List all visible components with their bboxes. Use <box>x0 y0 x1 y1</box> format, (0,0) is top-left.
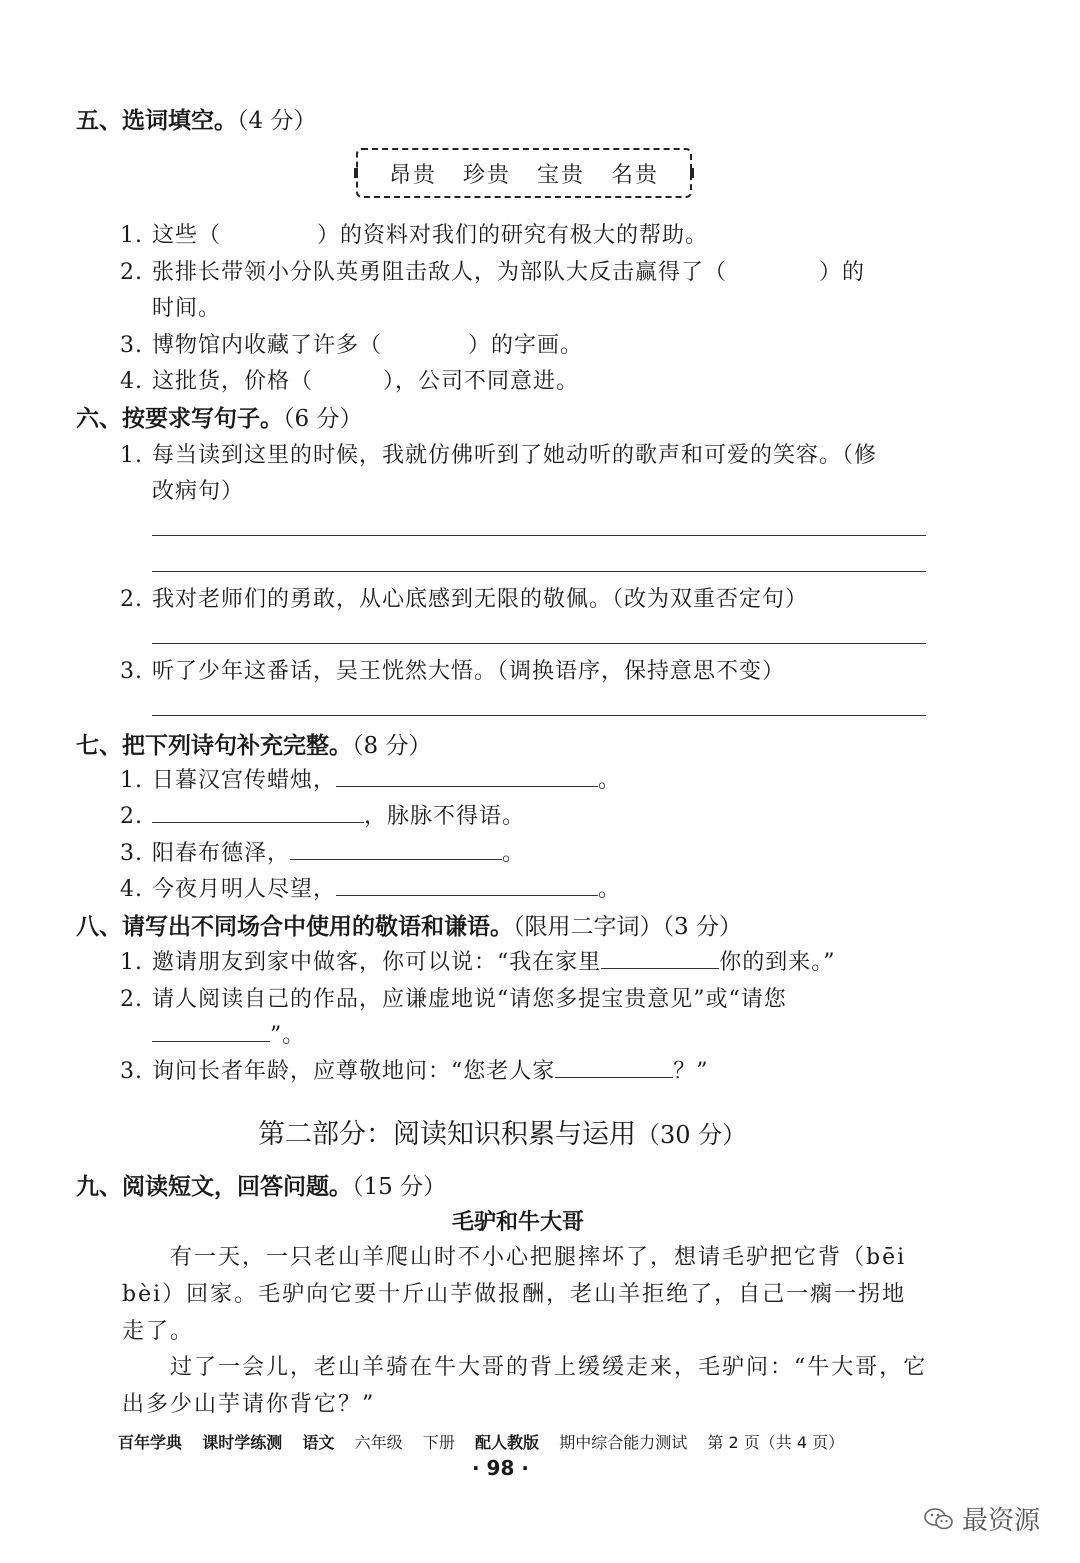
section-8-points: （限用二字词）（3 分） <box>513 914 742 940</box>
section-9-points: （15 分） <box>352 1174 447 1200</box>
word-option: 宝贵 <box>537 162 586 188</box>
answer-line[interactable] <box>152 571 926 572</box>
question-5-2: 2. 张排长带领小分队英勇阻击敌人，为部队大反击赢得了（ ）的 <box>120 260 866 285</box>
page-footer <box>118 1430 844 1453</box>
part-2-title: 第二部分：阅读知识积累与运用 <box>258 1119 636 1150</box>
wechat-icon <box>924 1507 954 1531</box>
fill-blank[interactable] <box>290 839 502 860</box>
story-line: 有一天，一只老山羊爬山时不小心把腿摔坏了，想请毛驴把它背（bēi <box>170 1245 907 1270</box>
section-7-title: 七、把下列诗句补充完整。 <box>76 733 352 759</box>
question-7-3: 3. 阳春布德泽， 。 <box>120 841 526 866</box>
word-option: 名贵 <box>611 162 660 188</box>
section-8-title: 八、请写出不同场合中使用的敬语和谦语。 <box>76 914 513 940</box>
box-right-tick <box>690 168 694 178</box>
question-7-2: 2. ，脉脉不得语。 <box>120 804 526 829</box>
section-9-heading <box>76 1168 446 1201</box>
section-7-points: （8 分） <box>352 733 432 759</box>
question-5-3: 3. 博物馆内收藏了许多（ ）的字画。 <box>120 333 584 358</box>
story-line: bèi）回家。毛驴向它要十斤山芋做报酬，老山羊拒绝了，自己一瘸一拐地 <box>122 1282 907 1307</box>
section-7-heading <box>76 727 431 760</box>
section-6-heading <box>76 400 362 433</box>
question-8-2-cont: ”。 <box>152 1018 305 1049</box>
section-5-points: （4 分） <box>237 108 317 134</box>
footer-series: 课时学练测 <box>202 1433 283 1452</box>
section-5-heading <box>76 102 316 135</box>
footer-page-info: 第 2 页（共 4 页） <box>707 1433 845 1452</box>
fill-blank[interactable] <box>336 766 598 787</box>
box-left-tick <box>354 168 358 178</box>
section-8-heading <box>76 908 742 941</box>
watermark <box>924 1500 1040 1537</box>
question-6-2: 2. 我对老师们的勇敢，从心底感到无限的敬佩。（改为双重否定句） <box>120 587 809 612</box>
fill-blank[interactable] <box>152 1021 270 1042</box>
question-6-1: 1. 每当读到这里的时候，我就仿佛听到了她动听的歌声和可爱的笑容。（修 <box>120 443 878 468</box>
question-5-4: 4. 这批货，价格（ ），公司不同意进。 <box>120 369 580 394</box>
question-8-3: 3. 询问长者年龄，应尊敬地问：“您老人家 ？” <box>120 1059 709 1084</box>
fill-blank[interactable] <box>152 802 364 823</box>
section-6-title: 六、按要求写句子。 <box>76 406 283 432</box>
part-2-heading <box>258 1112 746 1151</box>
story-line: 走了。 <box>122 1319 195 1344</box>
section-5-title: 五、选词填空。 <box>76 108 237 134</box>
question-7-4: 4. 今夜月明人尽望， 。 <box>120 877 622 902</box>
question-6-3: 3. 听了少年这番话，吴王恍然大悟。（调换语序，保持意思不变） <box>120 659 786 684</box>
story-line: 过了一会儿，老山羊骑在牛大哥的背上缓缓走来，毛驴问：“牛大哥，它 <box>170 1355 928 1380</box>
question-6-1-cont: 改病句） <box>152 479 245 504</box>
page-number: · 98 · <box>472 1456 529 1480</box>
question-8-1: 1. 邀请朋友到家中做客，你可以说：“我在家里 你的到来。” <box>120 950 836 975</box>
fill-blank[interactable] <box>601 948 719 969</box>
footer-edition: 配人教版 <box>475 1433 540 1452</box>
question-7-1: 1. 日暮汉宫传蜡烛， 。 <box>120 768 622 793</box>
footer-test: 期中综合能力测试 <box>559 1433 688 1452</box>
section-9-title: 九、阅读短文，回答问题。 <box>76 1174 352 1200</box>
footer-subject: 语文 <box>302 1433 335 1452</box>
question-5-2-cont: 时间。 <box>152 296 222 321</box>
footer-grade: 六年级 <box>354 1433 403 1452</box>
answer-line[interactable] <box>152 535 926 536</box>
fill-blank[interactable] <box>555 1057 673 1078</box>
footer-brand: 百年学典 <box>118 1433 183 1452</box>
word-choice-box <box>356 148 692 198</box>
question-8-2: 2. 请人阅读自己的作品，应谦虚地说“请您多提宝贵意见”或“请您 <box>120 987 787 1012</box>
word-option: 昂贵 <box>388 162 437 188</box>
section-6-points: （6 分） <box>283 406 363 432</box>
watermark-text: 最资源 <box>962 1506 1041 1536</box>
fill-blank[interactable] <box>336 875 598 896</box>
answer-line[interactable] <box>152 643 926 644</box>
question-5-1: 1. 这些（ ）的资料对我们的研究有极大的帮助。 <box>120 223 709 248</box>
answer-line[interactable] <box>152 715 926 716</box>
story-line: 出多少山芋请你背它？” <box>122 1392 376 1417</box>
story-title: 毛驴和牛大哥 <box>452 1210 585 1235</box>
word-option: 珍贵 <box>462 162 511 188</box>
footer-volume: 下册 <box>422 1433 455 1452</box>
part-2-points: （30 分） <box>636 1121 747 1149</box>
